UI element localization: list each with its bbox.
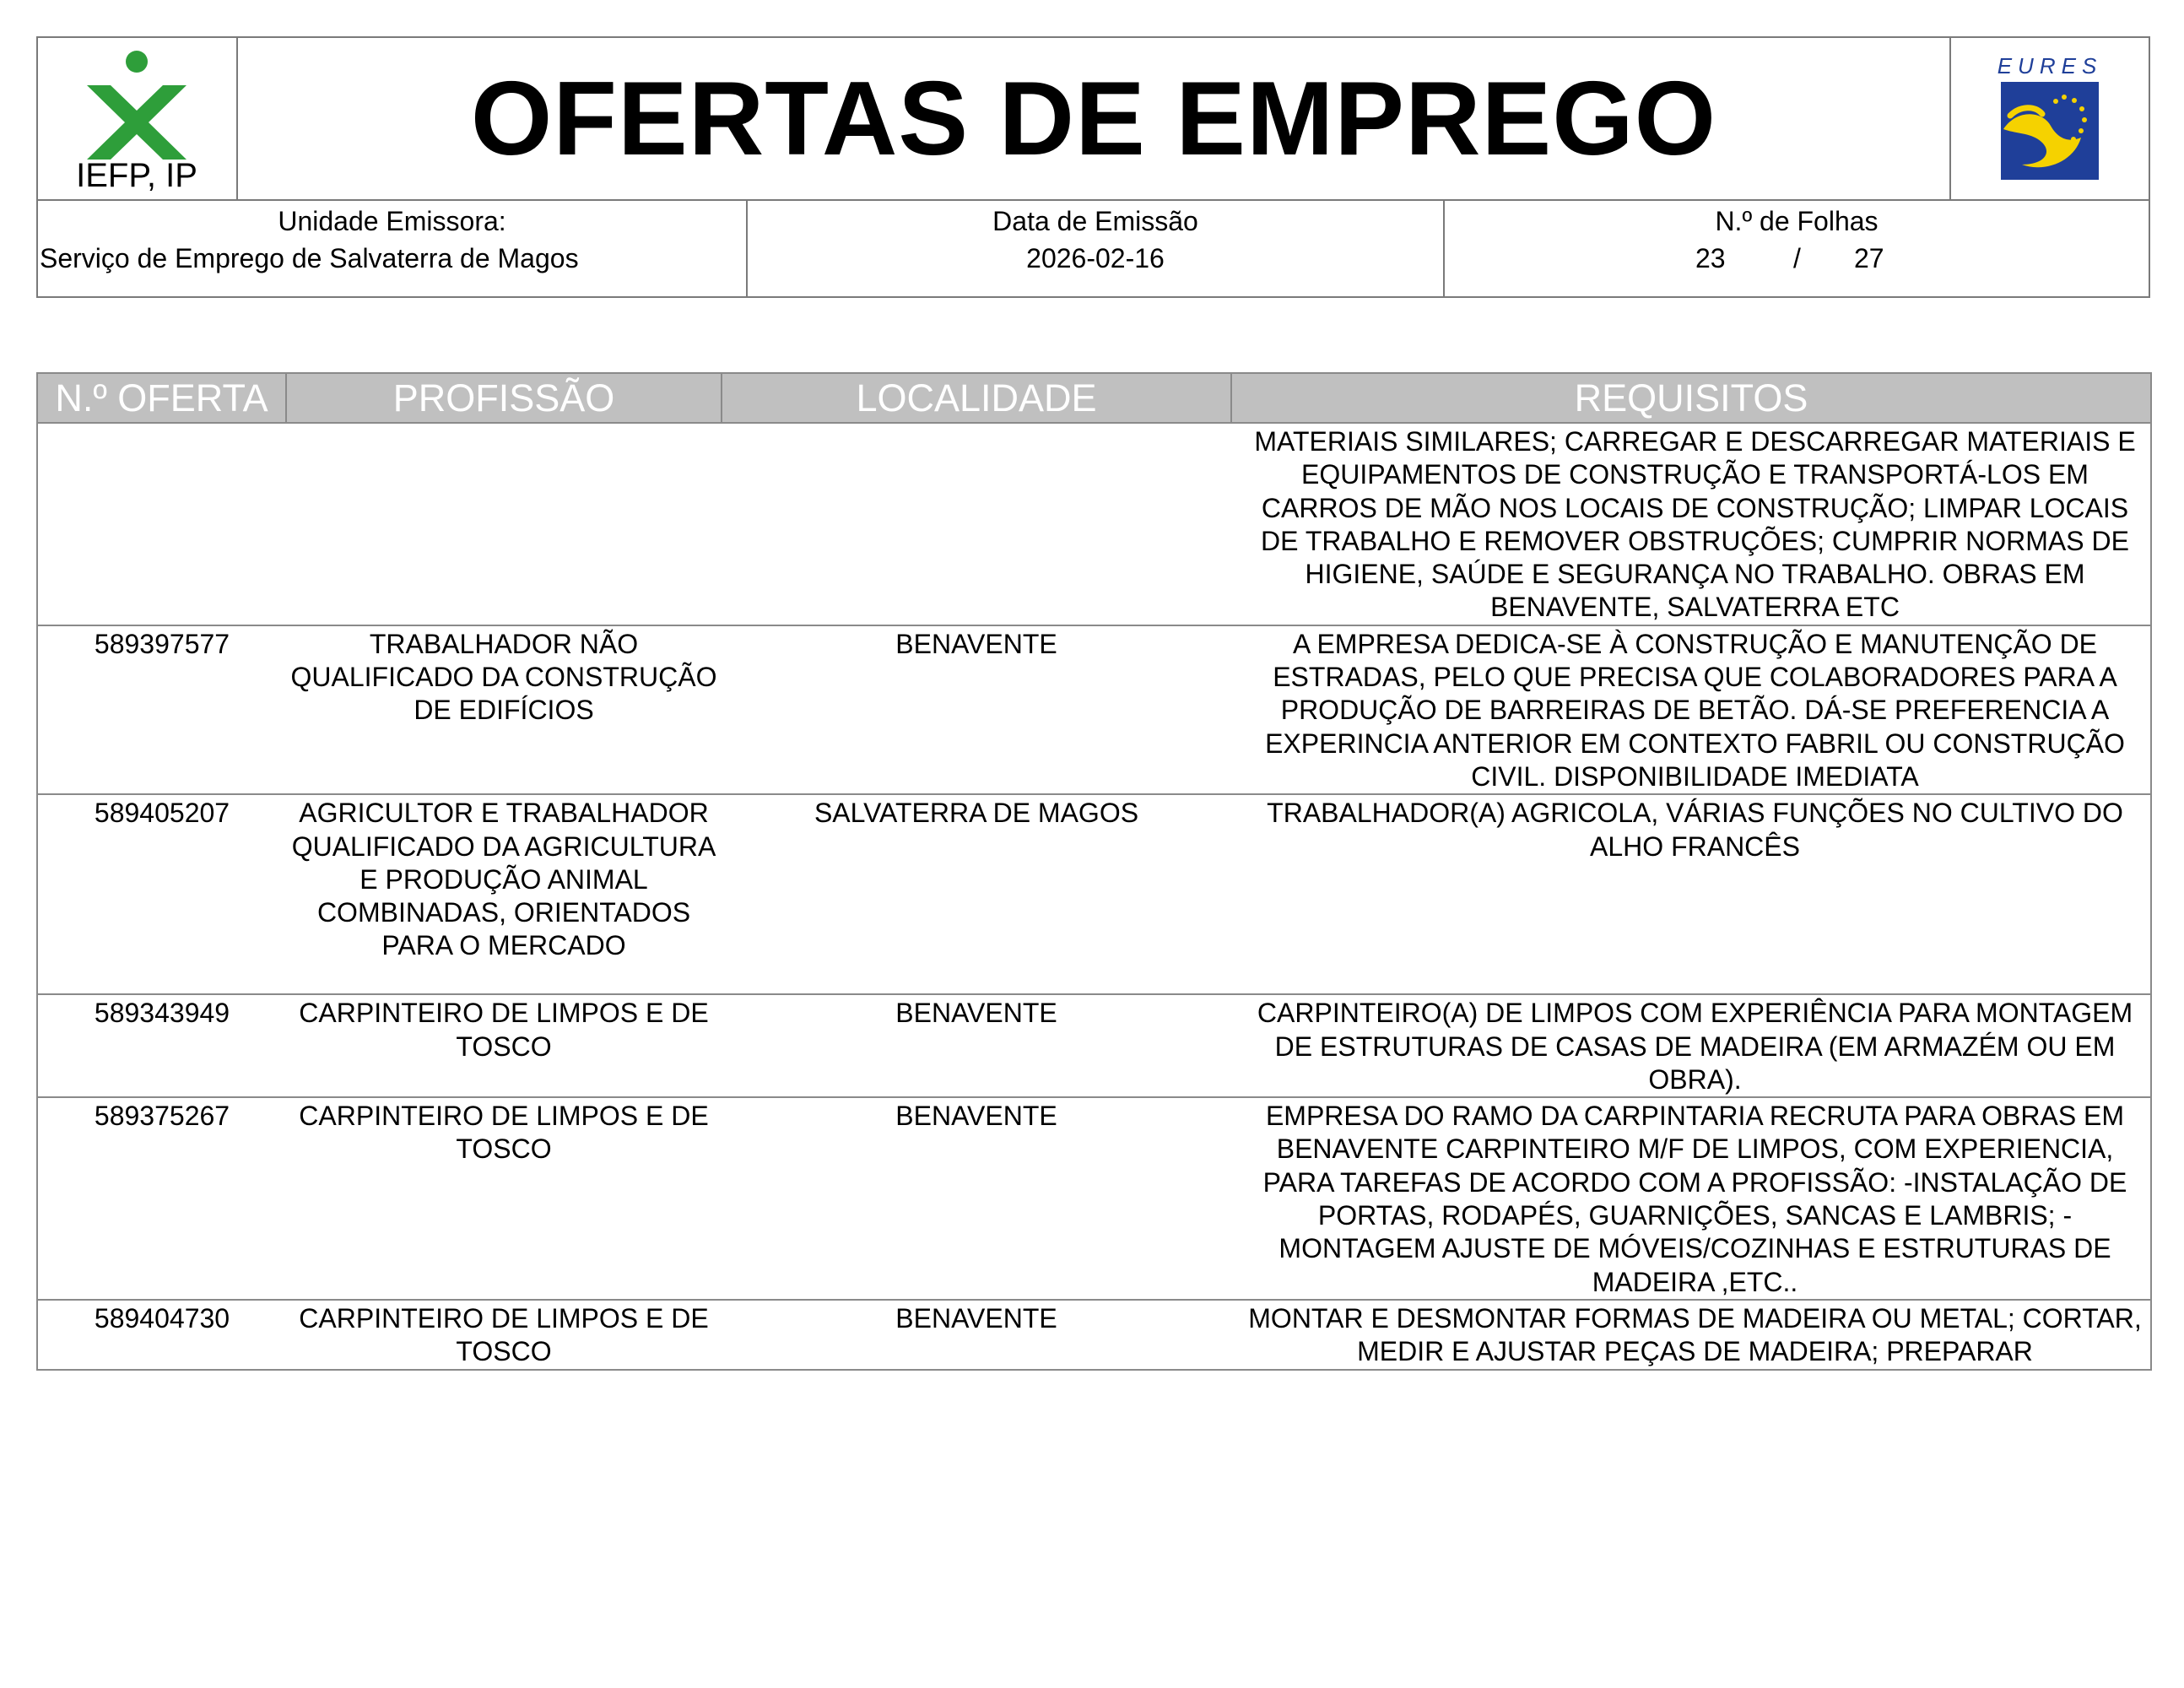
profession-cell xyxy=(286,423,722,625)
emission-date-cell xyxy=(748,201,1445,296)
location-cell: BENAVENTE xyxy=(722,1300,1231,1370)
table-row xyxy=(37,1097,2151,1300)
requirements-cell: CARPINTEIRO(A) DE LIMPOS COM EXPERIÊNCIA PARA MONTAGEM DE ESTRUTURAS DE CASAS DE MADEIRA (EM ARMAZÉM OU EM OBRA). xyxy=(1231,994,2151,1097)
offer-number-cell: 589397577 xyxy=(37,625,286,794)
issuing-unit-label: Unidade Emissora: xyxy=(278,206,506,236)
table-row xyxy=(37,625,2151,794)
offer-number-cell: 589404730 xyxy=(37,1300,286,1370)
location-cell: SALVATERRA DE MAGOS xyxy=(722,794,1231,994)
column-header-requirements: REQUISITOS xyxy=(1231,373,2151,423)
requirements-cell: EMPRESA DO RAMO DA CARPINTARIA RECRUTA PARA OBRAS EM BENAVENTE CARPINTEIRO M/F DE LIMPOS, COM EXPERIENCIA, PARA TAREFAS DE ACORDO COM A PROFISSÃO: -INSTALAÇÃO DE PORTAS, RODAPÉS, GUARNIÇÕES, SANCAS E LAMBRIS; -MONTAGEM AJUSTE DE MÓVEIS/COZINHAS E ESTRUTURAS DE MADEIRA ,ETC.. xyxy=(1231,1097,2151,1300)
issuing-unit-cell xyxy=(38,201,748,296)
profession-cell: AGRICULTOR E TRABALHADOR QUALIFICADO DA AGRICULTURA E PRODUÇÃO ANIMAL COMBINADAS, ORIENTADOS PARA O MERCADO xyxy=(286,794,722,994)
page-title: OFERTAS DE EMPREGO xyxy=(470,60,1717,177)
sheet-count-value xyxy=(1445,240,2149,277)
eures-logo-label: EURES xyxy=(1997,53,2103,78)
job-offers-table xyxy=(36,372,2152,1371)
table-row xyxy=(37,423,2151,625)
location-cell: BENAVENTE xyxy=(722,625,1231,794)
sheet-current: 23 xyxy=(1695,243,1726,273)
requirements-cell: MATERIAIS SIMILARES; CARREGAR E DESCARREGAR MATERIAIS E EQUIPAMENTOS DE CONSTRUÇÃO E TRANSPORTÁ-LOS EM CARROS DE MÃO NOS LOCAIS DE CONSTRUÇÃO; LIMPAR LOCAIS DE TRABALHO E REMOVER OBSTRUÇÕES; CUMPRIR NORMAS DE HIGIENE, SAÚDE E SEGURANÇA NO TRABALHO. OBRAS EM BENAVENTE, SALVATERRA ETC xyxy=(1231,423,2151,625)
sheet-count-cell xyxy=(1445,201,2149,296)
offer-number-cell: 589405207 xyxy=(37,794,286,994)
offer-number-cell: 589343949 xyxy=(37,994,286,1097)
document-header xyxy=(36,36,2150,298)
sheet-total: 27 xyxy=(1854,243,1884,273)
eures-logo xyxy=(1949,38,2149,199)
requirements-cell: A EMPRESA DEDICA-SE À CONSTRUÇÃO E MANUTENÇÃO DE ESTRADAS, PELO QUE PRECISA QUE COLABORADORES PARA A PRODUÇÃO DE BARREIRAS DE BETÃO. DÁ-SE PREFERENCIA A EXPERINCIA ANTERIOR EM CONTEXTO FABRIL OU CONSTRUÇÃO CIVIL. DISPONIBILIDADE IMEDIATA xyxy=(1231,625,2151,794)
column-header-profession: PROFISSÃO xyxy=(286,373,722,423)
profession-cell: CARPINTEIRO DE LIMPOS E DE TOSCO xyxy=(286,1097,722,1300)
location-cell: BENAVENTE xyxy=(722,994,1231,1097)
sheet-count-label: N.º de Folhas xyxy=(1715,206,1879,236)
location-cell: BENAVENTE xyxy=(722,1097,1231,1300)
location-cell xyxy=(722,423,1231,625)
iefp-logo-label: IEFP, IP xyxy=(76,157,197,194)
emission-info-row xyxy=(38,199,2149,296)
eures-logo-icon xyxy=(1951,38,2149,197)
profession-cell: CARPINTEIRO DE LIMPOS E DE TOSCO xyxy=(286,994,722,1097)
table-row xyxy=(37,1300,2151,1370)
column-header-offer-number: N.º OFERTA xyxy=(37,373,286,423)
requirements-cell: MONTAR E DESMONTAR FORMAS DE MADEIRA OU METAL; CORTAR, MEDIR E AJUSTAR PEÇAS DE MADEIRA; PREPARAR xyxy=(1231,1300,2151,1370)
issuing-unit-value: Serviço de Emprego de Salvaterra de Magos xyxy=(40,243,579,273)
table-header-row xyxy=(37,373,2151,423)
table-row xyxy=(37,794,2151,994)
offer-number-cell xyxy=(37,423,286,625)
profession-cell: TRABALHADOR NÃO QUALIFICADO DA CONSTRUÇÃO DE EDIFÍCIOS xyxy=(286,625,722,794)
profession-cell: CARPINTEIRO DE LIMPOS E DE TOSCO xyxy=(286,1300,722,1370)
requirements-cell: TRABALHADOR(A) AGRICOLA, VÁRIAS FUNÇÕES NO CULTIVO DO ALHO FRANCÊS xyxy=(1231,794,2151,994)
sheet-separator: / xyxy=(1793,243,1801,273)
table-row xyxy=(37,994,2151,1097)
column-header-location: LOCALIDADE xyxy=(722,373,1231,423)
emission-date-value: 2026-02-16 xyxy=(1026,243,1165,273)
emission-date-label: Data de Emissão xyxy=(992,206,1198,236)
title-cell xyxy=(238,38,1949,199)
iefp-logo xyxy=(38,38,238,199)
iefp-logo-icon xyxy=(38,38,236,197)
offer-number-cell: 589375267 xyxy=(37,1097,286,1300)
